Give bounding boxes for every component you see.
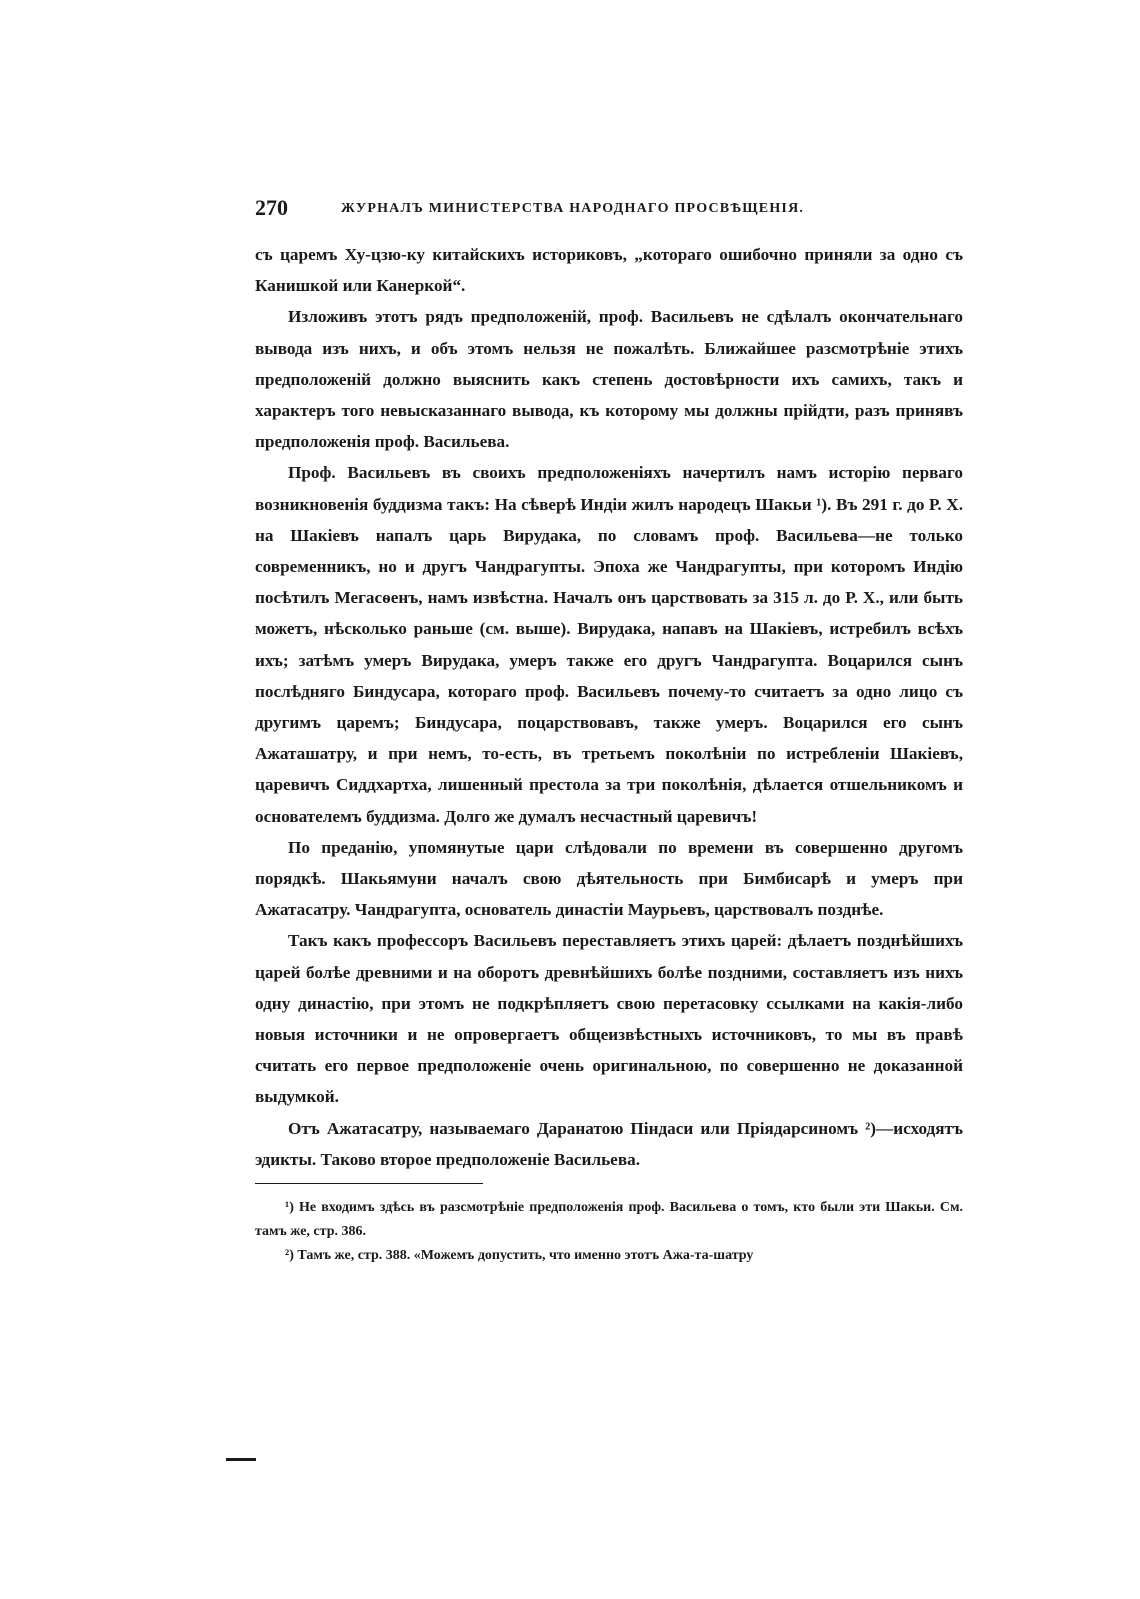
paragraph: По преданію, упомянутые цари слѣдовали по времени въ совершенно другомъ порядкѣ. Шакьямуни началъ свою дѣятельность при Бимбисарѣ и умеръ при Ажатасатру. Чандрагупта, основатель династіи Маурьевъ, царствовалъ позднѣе. [255,837,963,920]
footnote-divider [255,1183,483,1184]
footnote: ¹) Не входимъ здѣсь въ разсмотрѣніе предположенія проф. Васильева о томъ, кто были эти Шакьи. См. тамъ же, стр. 386. [255,1200,963,1240]
paragraph: Изложивъ этотъ рядъ предположеній, проф. Васильевъ не сдѣлалъ окончательнаго вывода изъ нихъ, и объ этомъ нельзя не пожалѣть. Ближайшее разсмотрѣніе этихъ предположеній должно выяснить какъ степень достовѣрности ихъ самихъ, такъ и характеръ того невысказаннаго вывода, къ которому мы должны прійдти, разъ принявъ предположенія проф. Васильева. [255,307,963,452]
page-number: 270 [255,195,288,220]
scan-edge-mark [226,1458,256,1461]
paragraph: Проф. Васильевъ въ своихъ предположеніяхъ начертилъ намъ исторію перваго возникновенія буддизма такъ: На сѣверѣ Индіи жилъ народецъ Шакьи ¹). Въ 291 г. до Р. Х. на Шакіевъ напалъ царь Вирудака, по словамъ проф. Васильева—не только современникъ, но и другъ Чандрагупты. Эпоха же Чандрагупты, при которомъ Индію посѣтилъ Мегасѳенъ, намъ извѣстна. Началъ онъ царствовать за 315 л. до Р. Х., или быть можетъ, нѣсколько раньше (см. выше). Вирудака, напавъ на Шакіевъ, истребилъ всѣхъ ихъ; затѣмъ умеръ Вирудака, умеръ также его другъ Чандрагупта. Воцарился сынъ послѣдняго Биндусара, котораго проф. Васильевъ почему-то считаетъ за одно лицо съ другимъ царемъ; Биндусара, поцарствовавъ, также умеръ. Воцарился его сынъ Ажаташатру, и при немъ, то-есть, въ третьемъ поколѣніи по истребленіи Шакіевъ, царевичъ Сиддхартха, лишенный престола за три поколѣнія, дѣлается отшельникомъ и основателемъ буддизма. Долго же думалъ несчастный царевичъ! [255,463,963,826]
running-title: ЖУРНАЛЪ МИНИСТЕРСТВА НАРОДНАГО ПРОСВѢЩЕНІЯ. [341,201,805,216]
body-text [255,239,963,1175]
page-header [255,195,963,229]
paragraph: Такъ какъ профессоръ Васильевъ переставляетъ этихъ царей: дѣлаетъ позднѣйшихъ царей болѣе древними и на оборотъ древнѣйшихъ болѣе поздними, составляетъ изъ нихъ одну династію, при этомъ не подкрѣпляетъ свою перетасовку ссылками на какія-либо новыя источники и не опровергаетъ общеизвѣстныхъ источниковъ, то мы въ правѣ считать его первое предположеніе очень оригинальною, по совершенно не доказанной выдумкой. [255,931,963,1107]
paragraph-continuation: съ царемъ Ху-цзю-ку китайскихъ историковъ, „котораго ошибочно приняли за одно съ Канишкой или Канеркой“. [255,245,963,296]
book-page [255,195,963,1268]
footnotes [255,1196,963,1268]
footnote: ²) Тамъ же, стр. 388. «Можемъ допустить, что именно этотъ Ажа-та-шатру [285,1248,754,1264]
paragraph: Отъ Ажатасатру, называемаго Даранатою Піндаси или Пріядарсиномъ ²)—исходятъ эдикты. Таково второе предположеніе Васильева. [255,1118,963,1169]
